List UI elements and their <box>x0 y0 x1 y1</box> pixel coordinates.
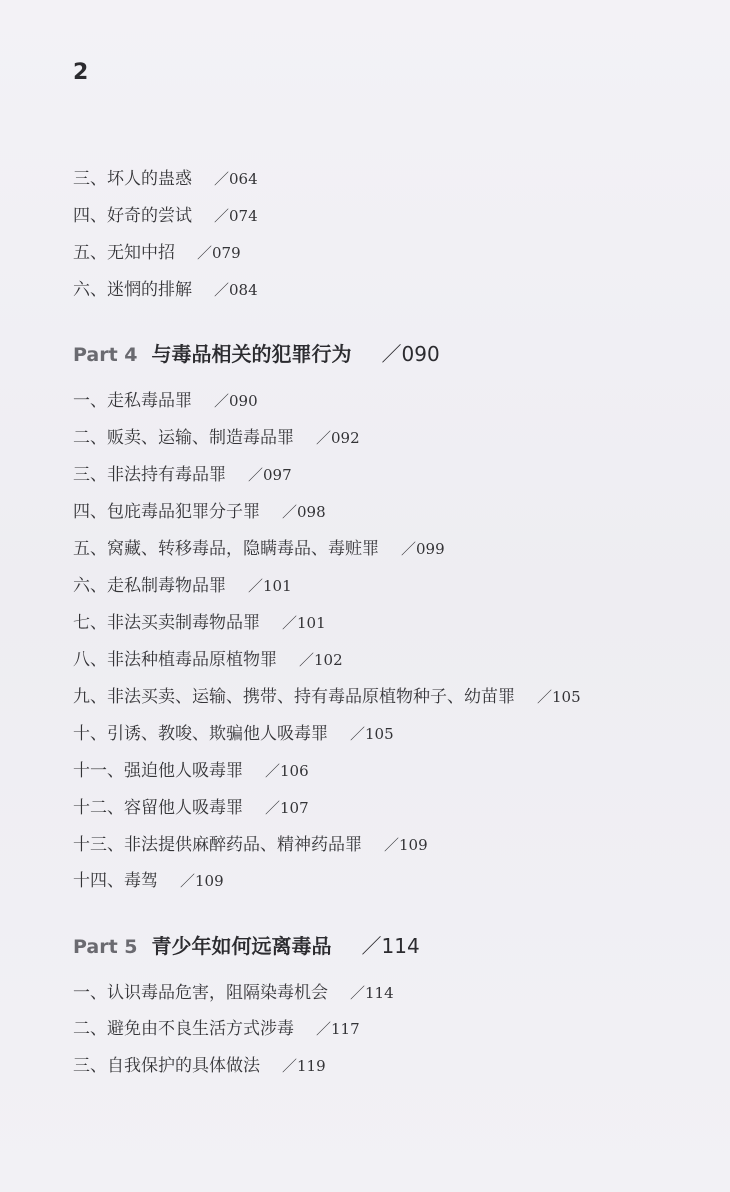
part-5-heading <box>73 932 420 962</box>
toc-entry-page: ／107 <box>265 799 309 817</box>
toc-entry-label: 十四、毒驾 <box>73 871 158 891</box>
toc-entry-page: ／098 <box>282 503 326 521</box>
toc-entry-page: ／092 <box>316 429 360 447</box>
toc-entry <box>73 870 224 892</box>
toc-entry-label: 七、非法买卖制毒物品罪 <box>73 613 260 633</box>
toc-entry-label: 九、非法买卖、运输、携带、持有毒品原植物种子、幼苗罪 <box>73 687 515 707</box>
toc-entry <box>73 464 292 486</box>
part-label: Part 5 <box>73 936 138 958</box>
part-page: ／114 <box>361 934 420 958</box>
toc-entry-label: 一、走私毒品罪 <box>73 391 192 411</box>
toc-entry-label: 二、避免由不良生活方式涉毒 <box>73 1019 294 1039</box>
toc-entry <box>73 834 428 856</box>
part-4-heading <box>73 340 440 370</box>
toc-entry <box>73 168 258 190</box>
toc-entry <box>73 797 309 819</box>
toc-entry-label: 五、无知中招 <box>73 243 175 263</box>
toc-entry-page: ／079 <box>197 244 241 262</box>
toc-entry-page: ／074 <box>214 207 258 225</box>
toc-entry-page: ／084 <box>214 281 258 299</box>
toc-entry-label: 四、包庇毒品犯罪分子罪 <box>73 502 260 522</box>
toc-entry-label: 四、好奇的尝试 <box>73 206 192 226</box>
toc-entry <box>73 501 326 523</box>
toc-entry-label: 八、非法种植毒品原植物罪 <box>73 650 277 670</box>
toc-entry <box>73 1018 360 1040</box>
toc-entry-page: ／097 <box>248 466 292 484</box>
toc-entry-page: ／117 <box>316 1020 360 1038</box>
toc-entry <box>73 205 258 227</box>
toc-entry-label: 十二、容留他人吸毒罪 <box>73 798 243 818</box>
toc-entry-label: 三、自我保护的具体做法 <box>73 1056 260 1076</box>
toc-entry-label: 五、窝藏、转移毒品，隐瞒毒品、毒赃罪 <box>73 539 379 559</box>
toc-entry <box>73 575 292 597</box>
toc-entry-label: 六、走私制毒物品罪 <box>73 576 226 596</box>
toc-entry <box>73 760 309 782</box>
toc-entry <box>73 1055 326 1077</box>
toc-entry <box>73 723 394 745</box>
toc-entry <box>73 982 394 1004</box>
toc-entry-label: 一、认识毒品危害，阻隔染毒机会 <box>73 983 328 1003</box>
page-number: 2 <box>73 60 89 85</box>
part-page: ／090 <box>381 342 440 366</box>
toc-entry-page: ／105 <box>537 688 581 706</box>
toc-entry <box>73 612 326 634</box>
toc-entry <box>73 390 258 412</box>
part-title: 与毒品相关的犯罪行为 <box>151 342 352 366</box>
toc-entry <box>73 279 258 301</box>
toc-entry-page: ／101 <box>248 577 292 595</box>
toc-entry-label: 六、迷惘的排解 <box>73 280 192 300</box>
part-title: 青少年如何远离毒品 <box>151 934 332 958</box>
toc-entry-page: ／101 <box>282 614 326 632</box>
toc-entry-page: ／109 <box>180 872 224 890</box>
toc-entry-page: ／106 <box>265 762 309 780</box>
toc-entry-label: 十三、非法提供麻醉药品、精神药品罪 <box>73 835 362 855</box>
toc-entry-label: 十一、强迫他人吸毒罪 <box>73 761 243 781</box>
toc-entry <box>73 427 360 449</box>
toc-entry-page: ／114 <box>350 984 394 1002</box>
toc-entry-label: 二、贩卖、运输、制造毒品罪 <box>73 428 294 448</box>
toc-entry-page: ／099 <box>401 540 445 558</box>
toc-entry-label: 三、非法持有毒品罪 <box>73 465 226 485</box>
toc-entry-label: 十、引诱、教唆、欺骗他人吸毒罪 <box>73 724 328 744</box>
part-label: Part 4 <box>73 344 138 366</box>
toc-entry <box>73 649 343 671</box>
toc-entry-page: ／119 <box>282 1057 326 1075</box>
toc-entry-page: ／064 <box>214 170 258 188</box>
toc-entry-label: 三、坏人的蛊惑 <box>73 169 192 189</box>
toc-entry-page: ／105 <box>350 725 394 743</box>
toc-entry-page: ／090 <box>214 392 258 410</box>
toc-entry-page: ／102 <box>299 651 343 669</box>
toc-entry <box>73 686 581 708</box>
toc-entry-page: ／109 <box>384 836 428 854</box>
toc-entry <box>73 242 241 264</box>
toc-entry <box>73 538 445 560</box>
